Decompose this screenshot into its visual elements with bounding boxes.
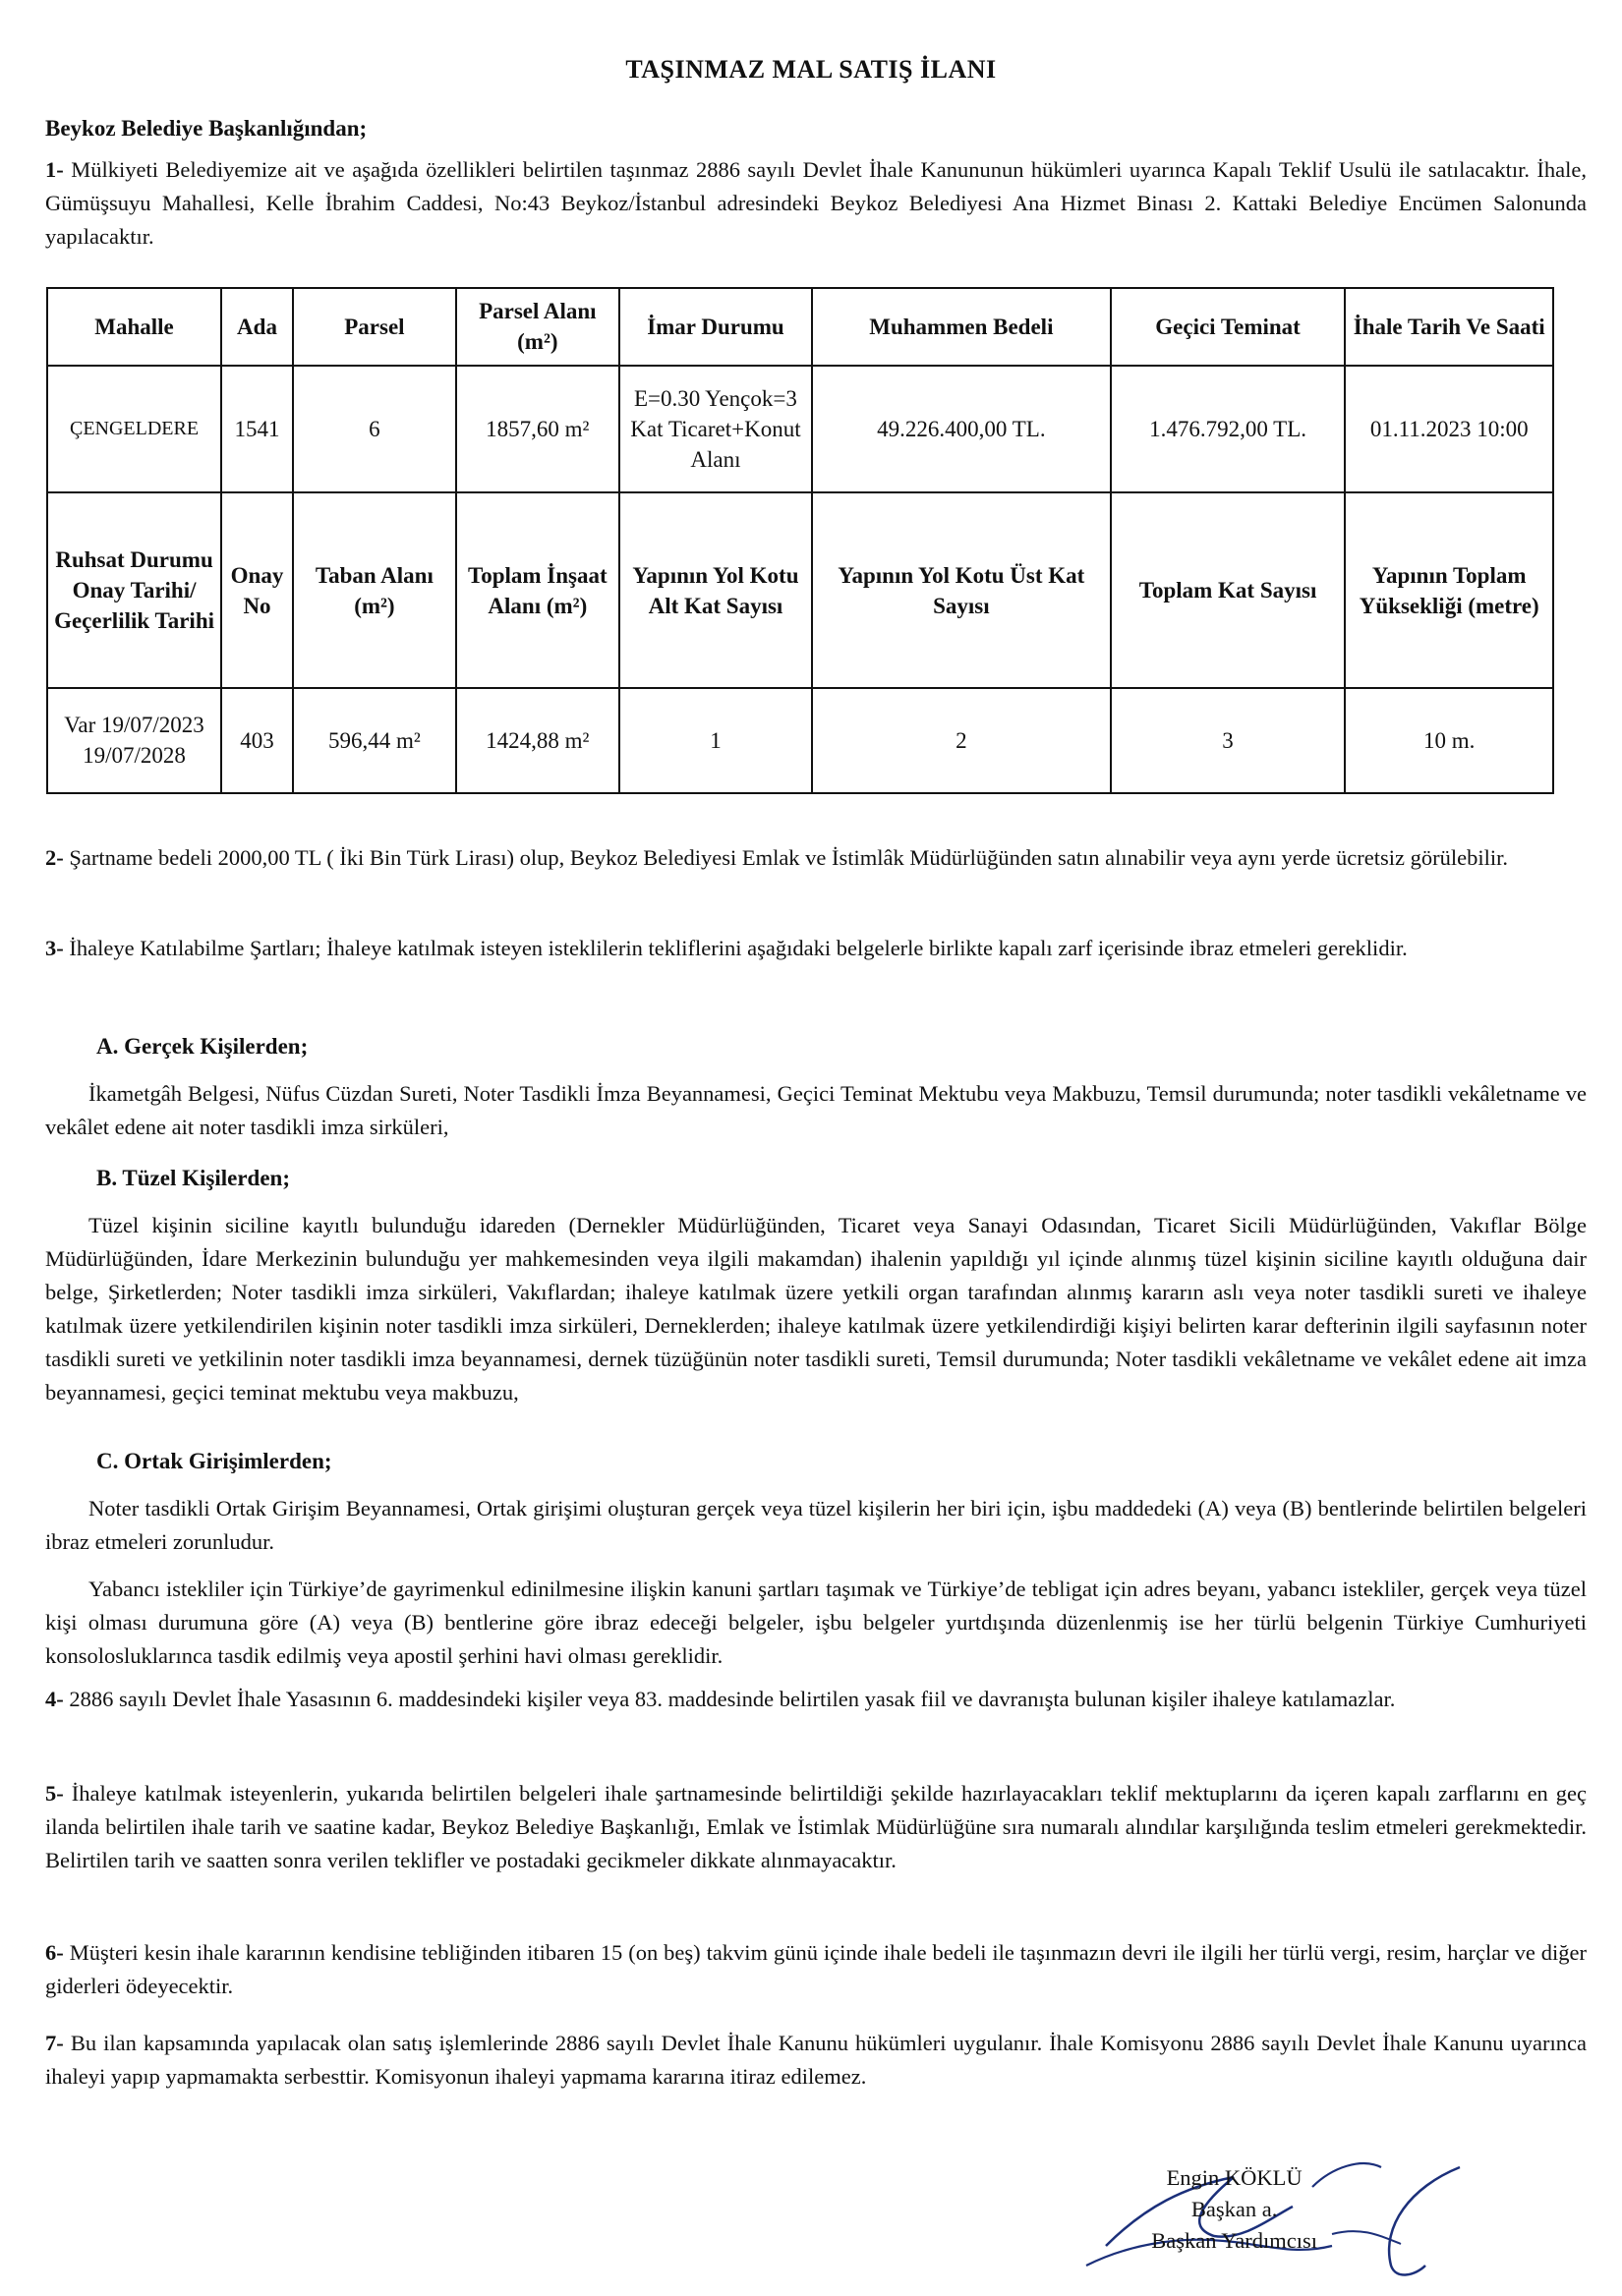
table-cell: 2 (812, 688, 1111, 793)
table-cell: 596,44 m² (293, 688, 456, 793)
signatory-title-2: Başkan Yardımcısı (1151, 2228, 1317, 2253)
table-cell: 6 (293, 366, 456, 493)
item-1-number: 1- (45, 157, 64, 182)
table-cell: 10 m. (1345, 688, 1553, 793)
item-7-text: Bu ilan kapsamında yapılacak olan satış işlemlerinde 2886 sayılı Devlet İhale Kanunu hükümleri uygulanır. İhale Komisyonu 2886 sayılı Devlet İhale Kanunu uyarınca ihaleyi yapıp yapmamakta serbesttir. Komisyonun ihaleyi yapmama kararına itiraz edilemez. (45, 2031, 1587, 2089)
table-header-cell: Ruhsat Durumu Onay Tarihi/ Geçerlilik Tarihi (47, 492, 221, 687)
table-header-cell: Yapının Yol Kotu Alt Kat Sayısı (619, 492, 812, 687)
item-7-number: 7- (45, 2031, 64, 2055)
item-4-text: 2886 sayılı Devlet İhale Yasasının 6. maddesindeki kişiler veya 83. maddesinde belirtilen yasak fiil ve davranışta bulunan kişiler ihaleye katılamazlar. (69, 1687, 1396, 1711)
item-2-number: 2- (45, 845, 64, 870)
document-title: TAŞINMAZ MAL SATIŞ İLANI (625, 55, 997, 84)
item-5-number: 5- (45, 1781, 64, 1806)
table-header-cell: Onay No (221, 492, 293, 687)
table-cell: Var 19/07/2023 19/07/2028 (47, 688, 221, 793)
table-cell: ÇENGELDERE (47, 366, 221, 493)
item-6 (45, 1936, 1587, 2003)
table-cell: E=0.30 Yençok=3 Kat Ticaret+Konut Alanı (619, 366, 812, 493)
table-cell: 1424,88 m² (456, 688, 619, 793)
table-header-cell: İhale Tarih Ve Saati (1345, 288, 1553, 366)
item-3 (45, 932, 1587, 965)
section-c-title: C. Ortak Girişimlerden; (96, 1449, 332, 1473)
section-a-text: İkametgâh Belgesi, Nüfus Cüzdan Sureti, Noter Tasdikli İmza Beyannamesi, Geçici Teminat Mektubu veya Makbuzu, Temsil durumunda; noter tasdikli vekâletname ve vekâlet edene ait noter tasdikli imza sirküleri, (45, 1081, 1587, 1139)
table-cell: 01.11.2023 10:00 (1345, 366, 1553, 493)
table-header-cell: Toplam İnşaat Alanı (m²) (456, 492, 619, 687)
table-cell: 1 (619, 688, 812, 793)
item-1-text: Mülkiyeti Belediyemize ait ve aşağıda özellikleri belirtilen taşınmaz 2886 sayılı Devlet İhale Kanununun hükümleri uyarınca Kapalı Teklif Usulü ile satılacaktır. İhale, Gümüşsuyu Mahallesi, Kelle İbrahim Caddesi, No:43 Beykoz/İstanbul adresindeki Beykoz Belediyesi Ana Hizmet Binası 2. Kattaki Belediye Encümen Salonunda yapılacaktır. (45, 157, 1587, 249)
table-header-cell: Mahalle (47, 288, 221, 366)
table-header-cell: Geçici Teminat (1111, 288, 1346, 366)
item-2-text: Şartname bedeli 2000,00 TL ( İki Bin Türk Lirası) olup, Beykoz Belediyesi Emlak ve İstimlâk Müdürlüğünden satın alınabilir veya aynı yerde ücretsiz görülebilir. (69, 845, 1508, 870)
table-header-cell: Muhammen Bedeli (812, 288, 1111, 366)
item-4-number: 4- (45, 1687, 64, 1711)
table-row (47, 366, 1553, 493)
signature-block (1151, 2162, 1317, 2257)
table-header-row-2 (47, 492, 1553, 687)
issuing-authority: Beykoz Belediye Başkanlığından; (45, 116, 368, 141)
section-b-text: Tüzel kişinin siciline kayıtlı bulunduğu idareden (Dernekler Müdürlüğünden, Ticaret veya Sanayi Odasından, Ticaret Sicili Müdürlüğünden, Vakıflar Bölge Müdürlüğünden, İdare Merkezinin bulunduğu yer mahkemesinden veya ilgili makamdan) ihalenin yapıldığı yıl içinde alınmış tüzel kişinin siciline kayıtlı olduğuna dair belge, Şirketlerden; Noter tasdikli imza sirküleri, Vakıflardan; ihaleye katılmak üzere yetkili organ tarafından alınmış kararın aslı veya noter tasdikli sureti ve ihaleye katılmak üzere yetkilendirilen kişinin noter tasdikli imza sirküleri, Derneklerden; ihaleye katılmak üzere yetkilendirdiği kişiyi belirten karar defterinin ilgili sayfasının noter tasdikli sureti ve yetkilinin noter tasdikli imza beyannamesi, dernek tüzüğünün noter tasdikli sureti, Temsil durumunda; Noter tasdikli vekâletname ve vekâlet edene ait imza beyannamesi, geçici teminat mektubu veya makbuzu, (45, 1213, 1587, 1405)
item-1 (45, 153, 1587, 254)
signatory-title-1: Başkan a. (1190, 2197, 1278, 2221)
signatory-name: Engin KÖKLÜ (1166, 2165, 1303, 2190)
table-header-cell: Yapının Yol Kotu Üst Kat Sayısı (812, 492, 1111, 687)
foreign-bidders-text: Yabancı istekliler için Türkiye’de gayrimenkul edinilmesine ilişkin kanuni şartları taşımak ve Türkiye’de tebligat için adres beyanı, yabancı istekliler, gerçek veya tüzel kişi olması durumuna göre (A) veya (B) bentlerine göre ibraz edeceği belgeler, işbu belgeler yurtdışında düzenlenmiş ise her türlü belgenin Türkiye Cumhuriyeti konsolosluklarınca tasdik edilmiş veya apostil şerhini havi olması gereklidir. (45, 1577, 1587, 1668)
table-header-cell: Taban Alanı (m²) (293, 492, 456, 687)
table-header-cell: İmar Durumu (619, 288, 812, 366)
item-7 (45, 2027, 1587, 2094)
item-3-text: İhaleye Katılabilme Şartları; İhaleye katılmak isteyen isteklilerin tekliflerini aşağıdaki belgelerle birlikte kapalı zarf içerisinde ibraz etmeleri gereklidir. (69, 936, 1408, 960)
item-6-text: Müşteri kesin ihale kararının kendisine tebliğinden itibaren 15 (on beş) takvim günü içinde ihale bedeli ile taşınmazın devri ile ilgili her türlü vergi, resim, harçlar ve diğer giderleri ödeyecektir. (45, 1940, 1588, 1998)
property-table (46, 287, 1554, 794)
table-row (47, 688, 1553, 793)
section-c-text: Noter tasdikli Ortak Girişim Beyannamesi, Ortak girişimi oluşturan gerçek veya tüzel kişilerin her biri için, işbu maddedeki (A) veya (B) bentlerinde belirtilen belgeleri ibraz etmeleri zorunludur. (45, 1496, 1587, 1554)
item-4 (45, 1683, 1587, 1716)
table-cell: 1857,60 m² (456, 366, 619, 493)
table-header-row-1 (47, 288, 1553, 366)
table-header-cell: Parsel Alanı (m²) (456, 288, 619, 366)
table-header-cell: Ada (221, 288, 293, 366)
table-cell: 1541 (221, 366, 293, 493)
table-cell: 3 (1111, 688, 1346, 793)
item-2 (45, 841, 1587, 875)
item-6-number: 6- (45, 1940, 64, 1965)
item-5-text: İhaleye katılmak isteyenlerin, yukarıda belirtilen belgeleri ihale şartnamesinde belirtildiği şekilde hazırlayacakları teklif mektuplarını da içeren kapalı zarflarını en geç ilanda belirtilen ihale tarih ve saatine kadar, Beykoz Belediye Başkanlığı, Emlak ve İstimlak Müdürlüğüne sıra numaralı alındılar karşılığında teslim etmeleri gerekmektedir. Belirtilen tarih ve saatten sonra verilen teklifler ve postadaki gecikmeler dikkate alınmayacaktır. (45, 1781, 1588, 1872)
table-cell: 49.226.400,00 TL. (812, 366, 1111, 493)
item-3-number: 3- (45, 936, 64, 960)
table-cell: 1.476.792,00 TL. (1111, 366, 1346, 493)
section-a-title: A. Gerçek Kişilerden; (96, 1034, 309, 1059)
section-b-title: B. Tüzel Kişilerden; (96, 1166, 290, 1190)
table-header-cell: Parsel (293, 288, 456, 366)
table-cell: 403 (221, 688, 293, 793)
table-header-cell: Toplam Kat Sayısı (1111, 492, 1346, 687)
item-5 (45, 1777, 1587, 1877)
table-header-cell: Yapının Toplam Yüksekliği (metre) (1345, 492, 1553, 687)
